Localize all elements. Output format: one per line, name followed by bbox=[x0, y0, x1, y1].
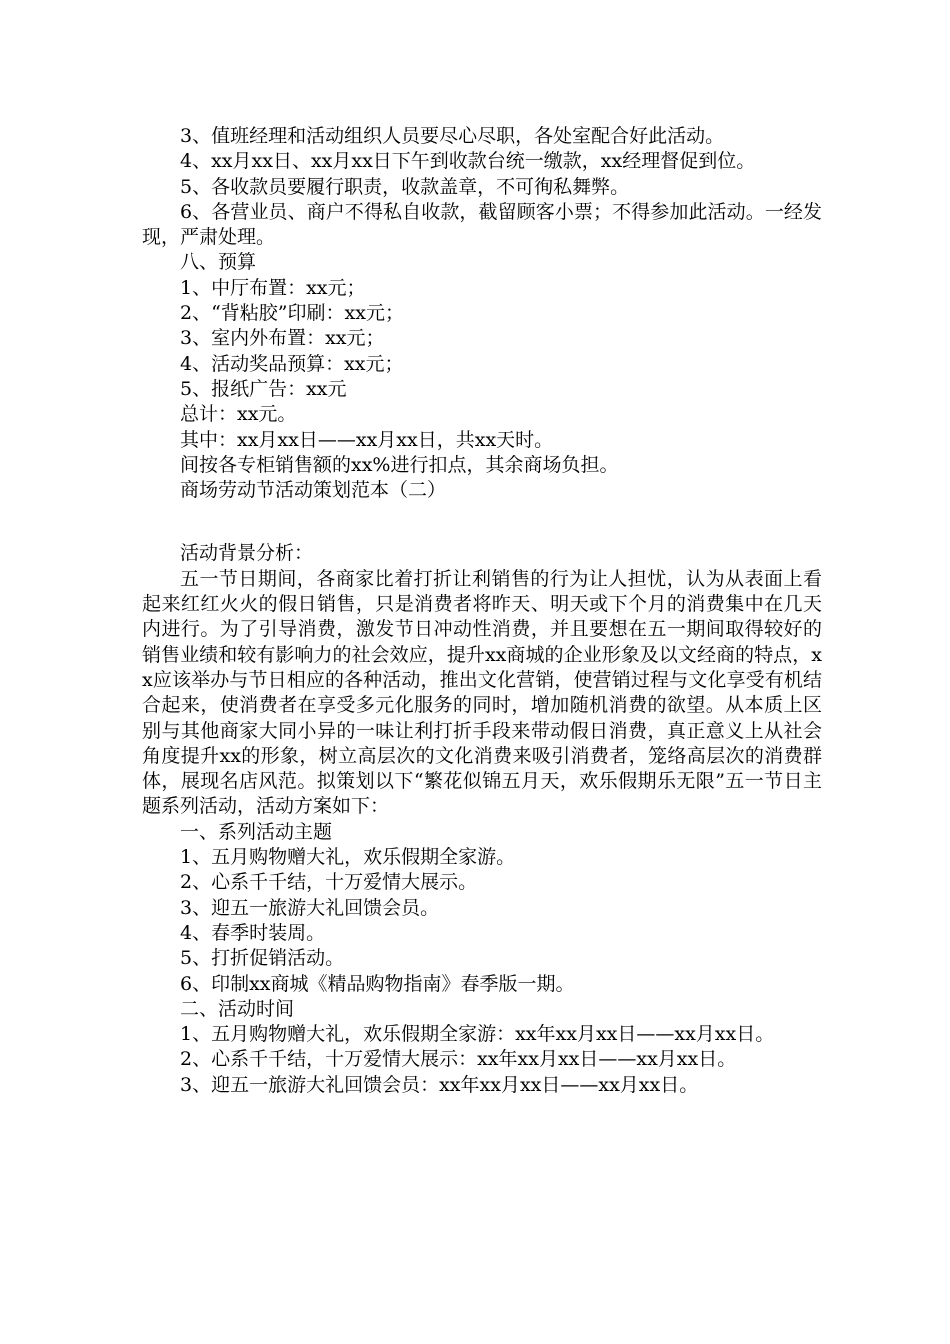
paragraph: 1、中厅布置：xx元； bbox=[180, 276, 366, 299]
paragraph: 4、xx月xx日、xx月xx日下午到收款台统一缴款，xx经理督促到位。 bbox=[180, 150, 756, 173]
list-item: 4、春季时装周。 bbox=[180, 921, 326, 944]
list-item: 1、五月购物赠大礼，欢乐假期全家游：xx年xx月xx日——xx月xx日。 bbox=[180, 1023, 775, 1046]
paragraph: 6、各营业员、商户不得私自收款，截留顾客小票；不得参加此活动。一经发现，严肃处理。 bbox=[142, 200, 822, 249]
paragraph: 间按各专柜销售额的xx%进行扣点，其余商场负担。 bbox=[180, 453, 619, 476]
section-heading: 活动背景分析： bbox=[180, 542, 314, 565]
list-item: 2、心系千千结，十万爱情大展示：xx年xx月xx日——xx月xx日。 bbox=[180, 1048, 737, 1071]
document-title: 商场劳动节活动策划范本（二） bbox=[180, 479, 447, 502]
paragraph: 五一节日期间，各商家比着打折让利销售的行为让人担忧，认为从表面上看起来红红火火的假日销售，只是消费者将昨天、明天或下个月的消费集中在几天内进行。为了引导消费，激发节日冲动性消费，并且要想在五一期间取得较好的销售业绩和较有影响力的社会效应，提升xx商城的企业形象及以文经商的特点，xx应该举办与节日相应的各种活动，推出文化营销，使营销过程与文化享受有机结合起来，使消费者在享受多元化服务的同时，增加随机消费的欲望。从本质上区别与其他商家大同小异的一味让利打折手段来带动假日消费，真正意义上从社会角度提升xx的形象，树立高层次的文化消费来吸引消费者，笼络高层次的消费群体，展现名店风范。拟策划以下“繁花似锦五月天，欢乐假期乐无限”五一节日主题系列活动，活动方案如下： bbox=[142, 567, 822, 818]
section-heading: 二、活动时间 bbox=[180, 997, 295, 1020]
blank-line bbox=[142, 503, 822, 541]
paragraph: 3、室内外布置：xx元； bbox=[180, 327, 385, 350]
paragraph: 5、报纸广告：xx元 bbox=[180, 377, 347, 400]
list-item: 6、印制xx商城《精品购物指南》春季版一期。 bbox=[180, 972, 575, 995]
section-heading: 一、系列活动主题 bbox=[180, 820, 333, 843]
list-item: 3、迎五一旅游大礼回馈会员。 bbox=[180, 896, 440, 919]
paragraph: 其中：xx月xx日——xx月xx日，共xx天时。 bbox=[180, 428, 554, 451]
paragraph: 4、活动奖品预算：xx元； bbox=[180, 352, 404, 375]
paragraph: 总计：xx元。 bbox=[180, 403, 297, 426]
list-item: 1、五月购物赠大礼，欢乐假期全家游。 bbox=[180, 846, 516, 869]
paragraph: 3、值班经理和活动组织人员要尽心尽职，各处室配合好此活动。 bbox=[180, 125, 725, 147]
paragraph: 2、“背粘胶”印刷：xx元； bbox=[180, 302, 404, 325]
section-heading: 八、预算 bbox=[180, 251, 257, 274]
list-item: 2、心系千千结，十万爱情大展示。 bbox=[180, 871, 478, 894]
list-item: 3、迎五一旅游大礼回馈会员：xx年xx月xx日——xx月xx日。 bbox=[180, 1073, 699, 1096]
list-item: 5、打折促销活动。 bbox=[180, 947, 345, 970]
paragraph: 5、各收款员要履行职责，收款盖章，不可徇私舞弊。 bbox=[180, 175, 630, 198]
document-page bbox=[142, 124, 822, 1098]
